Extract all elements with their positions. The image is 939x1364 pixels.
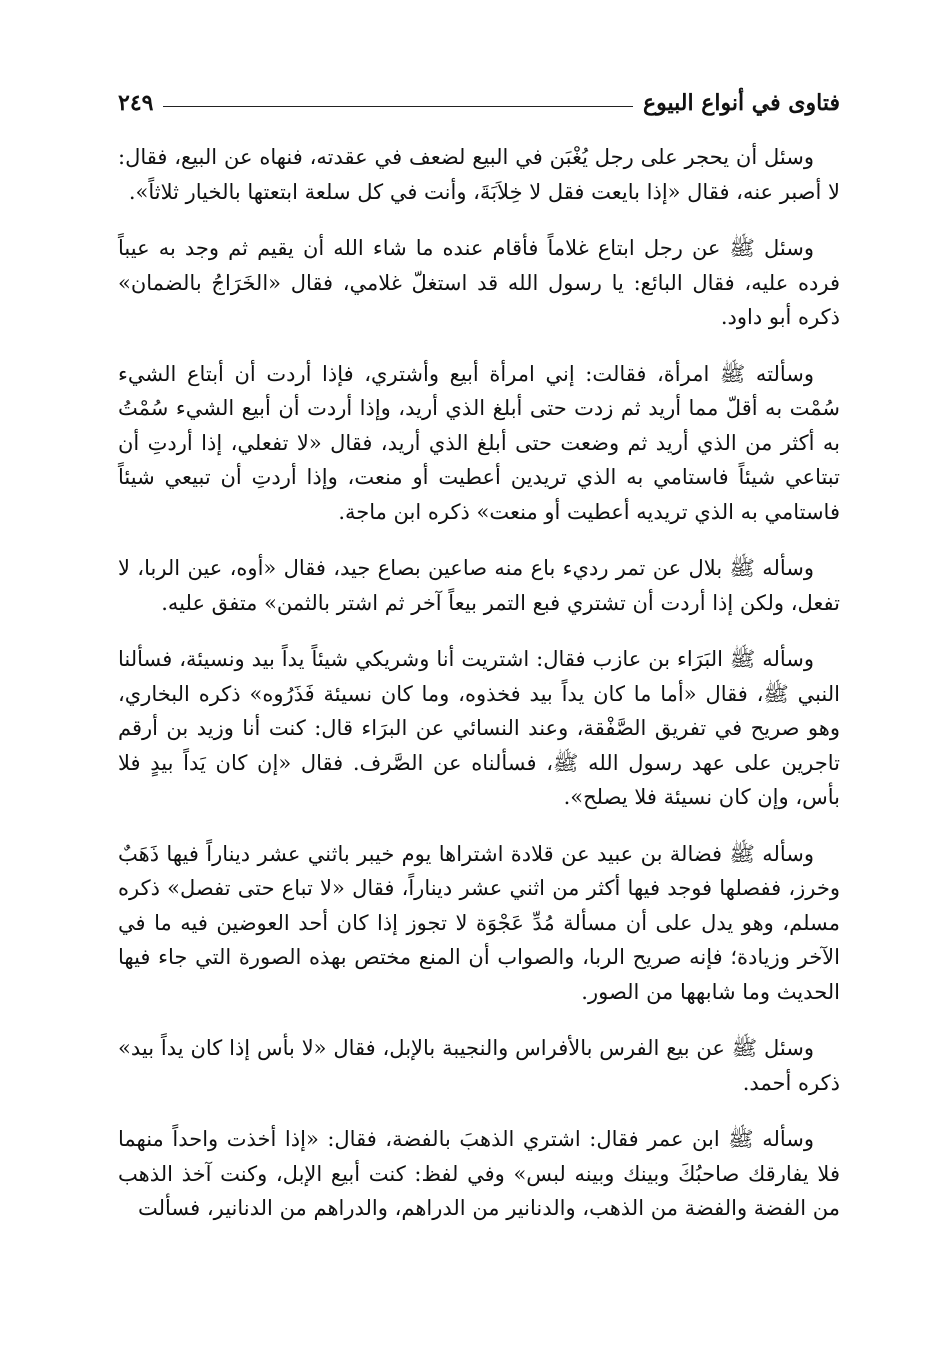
- page-number: ٢٤٩: [118, 90, 154, 116]
- page-body: [118, 140, 840, 1248]
- paragraph-7: وسئل ﷺ عن بيع الفرس بالأفراس والنجيبة بالإبل، فقال «لا بأس إذا كان يداً بيد» ذكره أحمد.: [118, 1036, 840, 1095]
- running-title: فتاوى في أنواع البيوع: [643, 90, 840, 116]
- paragraph-3: وسألته ﷺ امرأة، فقالت: إني امرأة أبيع وأشتري، فإذا أردت أن أبتاع الشيء سُمْت به أقلّ مما أريد ثم زدت حتى أبلغ الذي أريد، وإذا أردت أن أبيع الشيء سُمْتُ به أكثر من الذي أريد ثم وضعت حتى أبلغ الذي أريد، فقال «لا تفعلي، إذا أردتِ أن تبتاعي شيئاً فاستامي به الذي تريدين أعطيت أو منعت، وإذا أردتِ أن تبيعي شيئاً فاستامي به الذي تريديه أعطيت أو منعت» ذكره ابن ماجة.: [118, 361, 840, 524]
- paragraph-1: وسئل أن يحجر على رجل يُغْبَن في البيع لضعف في عقدته، فنهاه عن البيع، فقال: لا أصبر عنه، فقال «إذا بايعت فقل لا خِلاَبَةَ، وأنت في كل سلعة ابتعتها بالخيار ثلاثاً».: [118, 145, 840, 204]
- paragraph-5: وسأله ﷺ البَرَاء بن عازب فقال: اشتريت أنا وشريكي شيئاً يداً بيد ونسيئة، فسألنا النبي ﷺ، فقال «أما ما كان يداً بيد فخذوه، وما كان نسيئة فَذَرُوه» ذكره البخاري، وهو صريح في تفريق الصَّفْقة، وعند النسائي عن البرَاء قال: كنت أنا وزيد بن أرقم تاجرين على عهد رسول الله ﷺ، فسألناه عن الصَّرف. فقال «إن كان يَداً بيدٍ فلا بأس، وإن كان نسيئة فلا يصلح».: [118, 647, 840, 809]
- running-header: [118, 86, 840, 120]
- paragraph-4: وسأله ﷺ بلال عن تمر رديء باع منه صاعين بصاع جيد، فقال «أوه، عين الربا، لا تفعل، ولكن إذا أردت أن تشتري فبع التمر بيعاً آخر ثم اشتر بالثمن» متفق عليه.: [118, 556, 840, 615]
- paragraph-6: وسأله ﷺ فضالة بن عبيد عن قلادة اشتراها يوم خيبر باثني عشر ديناراً فيها ذَهَبٌ وخرز، ففصلها فوجد فيها أكثر من اثني عشر ديناراً، فقال «لا تباع حتى تفصل» ذكره مسلم، وهو يدل على أن مسألة مُدِّ عَجْوَة لا تجوز إذا كان أحد العوضين فيه ما في الآخر وزيادة؛ فإنه صريح الربا، والصواب أن المنع مختص بهذه الصورة التي جاء فيها الحديث وما شابهها من الصور.: [118, 841, 840, 1004]
- paragraph-2: وسئل ﷺ عن رجل ابتاع غلاماً فأقام عنده ما شاء الله أن يقيم ثم وجد به عيباً فرده عليه، فقال البائع: يا رسول الله قد استغلّ غلامي، فقال «الخَرَاجُ بالضمان» ذكره أبو داود.: [118, 236, 840, 329]
- paragraph-8: وسأله ﷺ ابن عمر فقال: اشتري الذهبَ بالفضة، فقال: «إذا أخذت واحداً منهما فلا يفارقك صاحبُكَ وبينك وبينه لبس» وفي لفظ: كنت أبيع الإبل، وكنت آخذ الذهب من الفضة والفضة من الذهب، والدنانير من الدراهم، والدراهم من الدنانير، فسألت: [118, 1127, 840, 1220]
- header-rule: [163, 106, 633, 107]
